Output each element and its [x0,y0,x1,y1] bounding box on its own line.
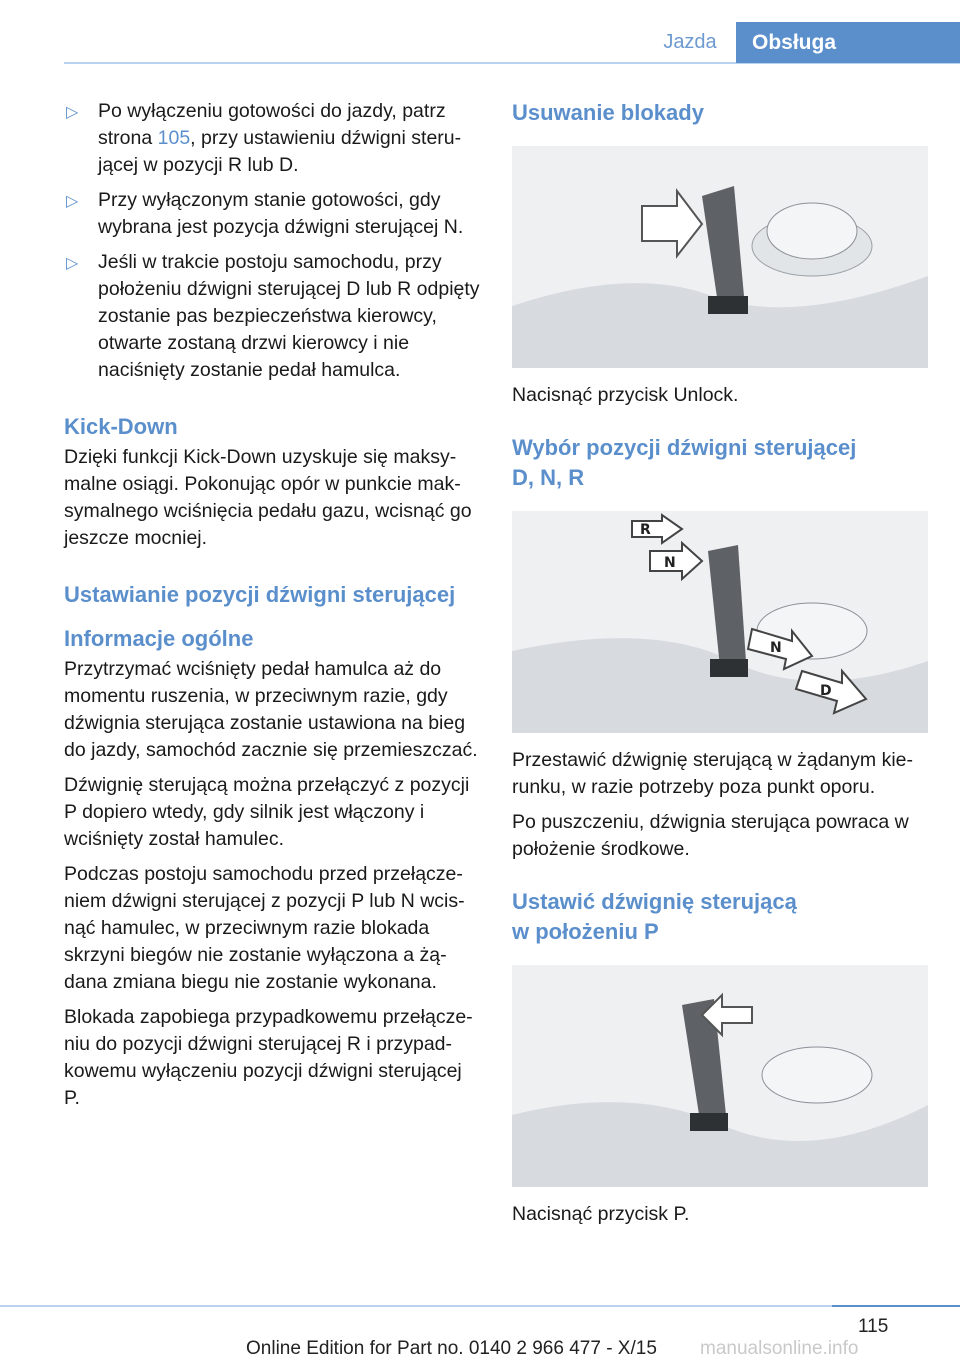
bullet-triangle-icon: ▷ [66,193,79,210]
kickdown-heading: Kick-Down [64,414,178,439]
edition-footer: Online Edition for Part no. 0140 2 966 477 - X/15 [246,1338,657,1359]
paragraph: Blokada zapobiega przypadkowemu przełączeniu do pozycji dźwigni sterującej R i przypadkowemu wyłączeniu pozycji dźwigni sterującej P. [64,1006,473,1109]
bullet-item: ▷ Przy wyłączonym stanie gotowości, gdy wybrana jest pozycja dźwigni sterującej N. [66,189,464,238]
paragraph: Dźwignię sterującą można przełączyć z pozycji P dopiero wtedy, gdy silnik jest włączony i wciśnięty został hamulec. [64,774,470,850]
paragraph: Podczas postoju samochodu przed przełączeniem dźwigni sterującej z pozycji P lub N wcisnąć hamulec, w przeciwnym razie blokada skrzyni biegów nie zostanie wyłączona a żądana zmiana biegu nie zostanie wykonana. [64,863,465,993]
park-caption: Nacisnąć przycisk P. [512,1203,690,1225]
gear-lever-unlock-illustration [512,146,928,368]
bullet-triangle-icon: ▷ [66,104,79,121]
section-heading: Ustawianie pozycji dźwigni sterującej [64,582,456,607]
footer-rule-accent [832,1305,960,1307]
watermark: manualsonline.info [700,1338,859,1359]
general-info-heading: Informacje ogólne [64,626,254,651]
gear-lever-selection-illustration [512,511,928,733]
left-column [64,98,480,1120]
footer-rule [0,1305,960,1307]
page-number: 115 [858,1316,889,1337]
paragraph: Przytrzymać wciśnięty pedał hamulca aż do momentu ruszenia, w przeciwnym razie, gdy dźwignia sterująca zostanie ustawiona na bieg do jazdy, samochód zacznie się przemieszczać. [64,658,478,761]
select-heading: Wybór pozycji dźwigni sterującej D, N, R [512,435,857,490]
page-reference-link[interactable]: 105 [157,127,191,149]
bullet-item: ▷ Po wyłączeniu gotowości do jazdy, patrz strona 105, przy ustawieniu dźwigni sterującej w pozycji R lub D. [66,100,462,176]
position-label-n: N [664,555,676,571]
unlock-heading: Usuwanie blokady [512,100,704,125]
bullet-triangle-icon: ▷ [66,255,79,272]
unlock-caption: Nacisnąć przycisk Unlock. [512,384,739,406]
bullet-item: ▷ Jeśli w trakcie postoju samochodu, przy położeniu dźwigni sterującej D lub R odpięty zostanie pas bezpieczeństwa kierowcy, otwarte zostaną drzwi kierowcy i nie naciśnięty zostanie pedał hamulca. [66,251,480,381]
position-label-r: R [640,522,651,538]
position-label-d: D [820,683,832,699]
park-heading: Ustawić dźwignię sterującą w położeniu P [512,889,797,944]
tab-obsluga[interactable]: Obsługa [736,22,960,63]
select-caption-1: Przestawić dźwignię sterującą w żądanym kierunku, w razie potrzeby poza punkt oporu. [512,749,913,798]
kickdown-paragraph: Dzięki funkcji Kick-Down uzyskuje się maksymalne osiągi. Pokonując opór w punkcie maksymalnego wciśnięcia pedału gazu, wcisnąć go jeszcze mocniej. [64,446,472,549]
right-column [512,98,932,1236]
gear-lever-park-illustration [512,965,928,1187]
tab-jazda[interactable]: Jazda [663,31,717,53]
select-caption-2: Po puszczeniu, dźwignia sterująca powraca w położenie środkowe. [512,811,909,860]
position-label-n: N [770,640,782,656]
